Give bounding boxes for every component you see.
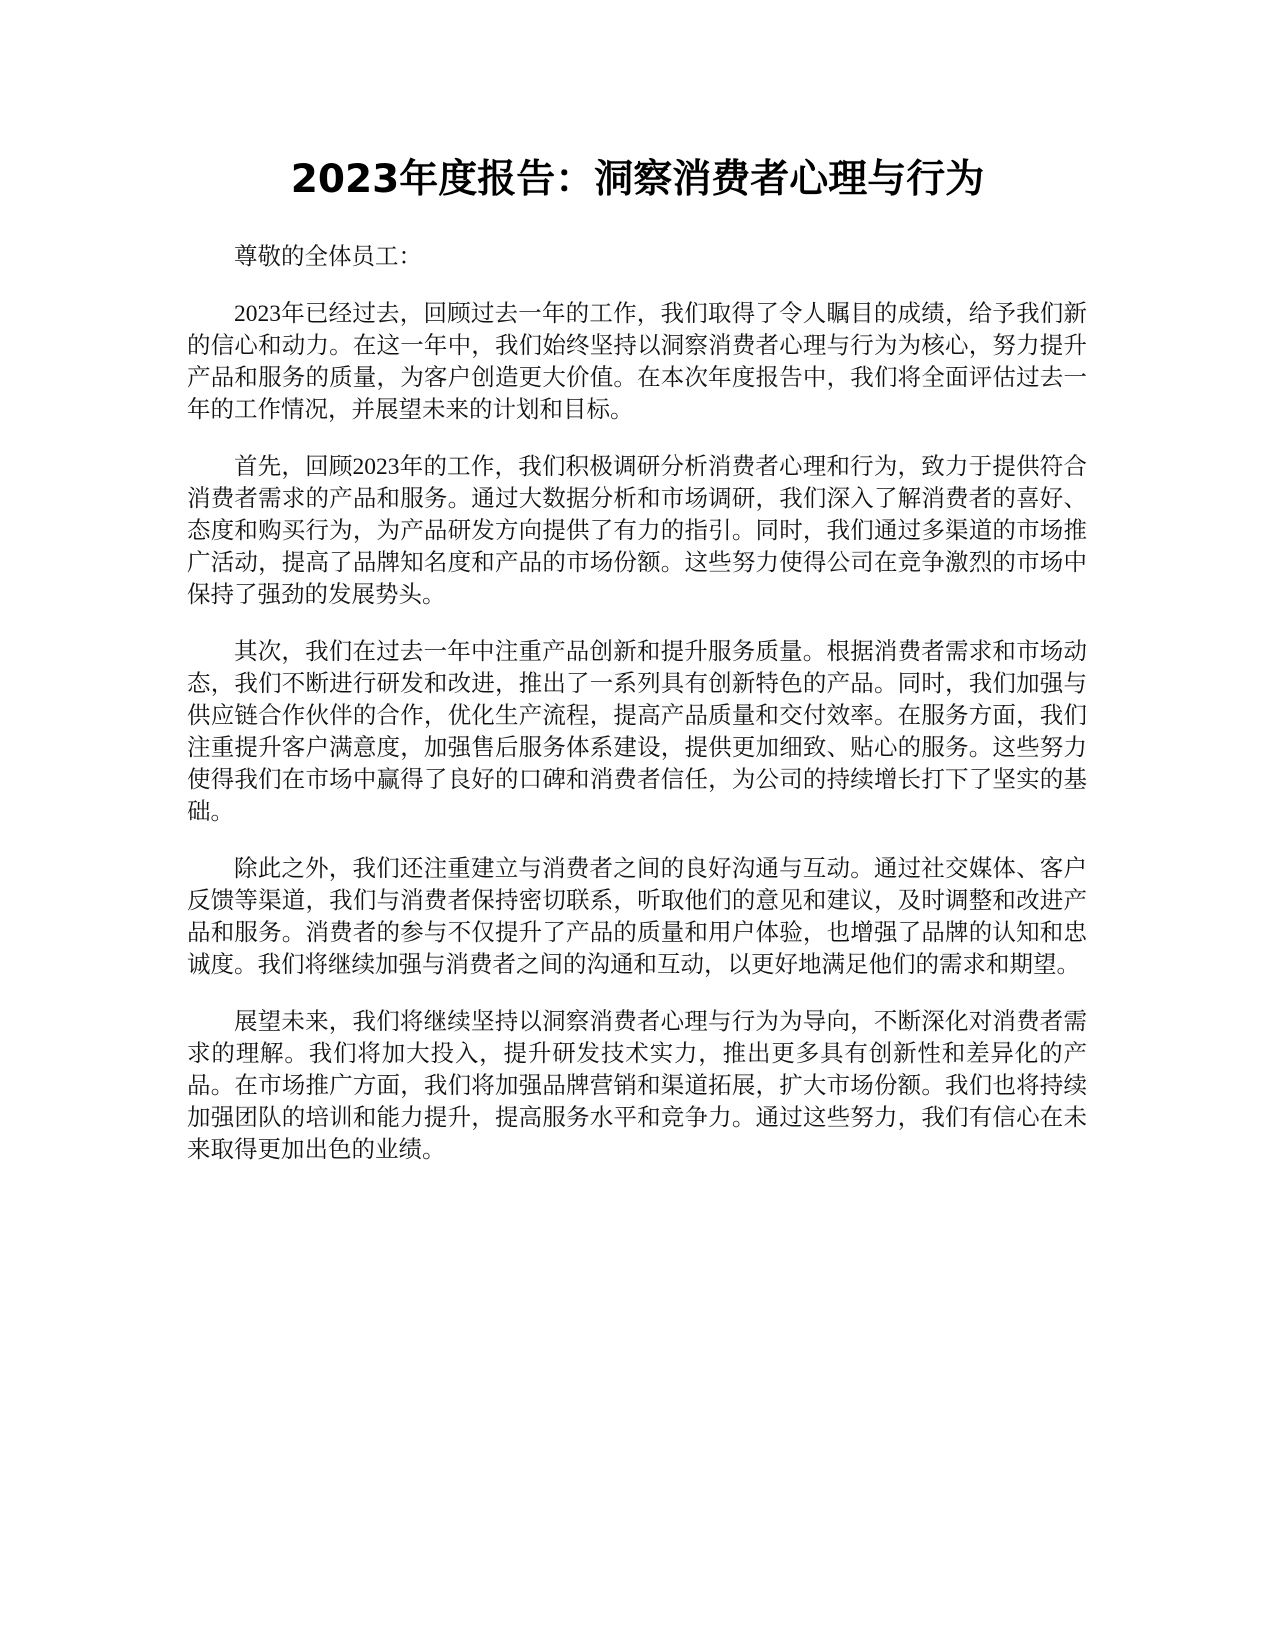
paragraph-4: 除此之外，我们还注重建立与消费者之间的良好沟通与互动。通过社交媒体、客户反馈等渠道，我们与消费者保持密切联系，听取他们的意见和建议，及时调整和改进产品和服务。消费者的参与不仅提升了产品的质量和用户体验，也增强了品牌的认知和忠诚度。我们将继续加强与消费者之间的沟通和互动，以更好地满足他们的需求和期望。 [187,856,1087,978]
paragraph-1: 2023年已经过去，回顾过去一年的工作，我们取得了令人瞩目的成绩，给予我们新的信心和动力。在这一年中，我们始终坚持以洞察消费者心理与行为为核心，努力提升产品和服务的质量，为客户创造更大价值。在本次年度报告中，我们将全面评估过去一年的工作情况，并展望未来的计划和目标。 [187,301,1087,423]
paragraph-5: 展望未来，我们将继续坚持以洞察消费者心理与行为为导向，不断深化对消费者需求的理解。我们将加大投入，提升研发技术实力，推出更多具有创新性和差异化的产品。在市场推广方面，我们将加强品牌营销和渠道拓展，扩大市场份额。我们也将持续加强团队的培训和能力提升，提高服务水平和竞争力。通过这些努力，我们有信心在未来取得更加出色的业绩。 [187,1009,1087,1163]
paragraph-2: 首先，回顾2023年的工作，我们积极调研分析消费者心理和行为，致力于提供符合消费者需求的产品和服务。通过大数据分析和市场调研，我们深入了解消费者的喜好、态度和购买行为，为产品研发方向提供了有力的指引。同时，我们通过多渠道的市场推广活动，提高了品牌知名度和产品的市场份额。这些努力使得公司在竞争激烈的市场中保持了强劲的发展势头。 [187,454,1087,608]
document-body [187,241,1087,1191]
document-title: 2023年度报告：洞察消费者心理与行为 [290,157,985,202]
paragraph-3: 其次，我们在过去一年中注重产品创新和提升服务质量。根据消费者需求和市场动态，我们不断进行研发和改进，推出了一系列具有创新特色的产品。同时，我们加强与供应链合作伙伴的合作，优化生产流程，提高产品质量和交付效率。在服务方面，我们注重提升客户满意度，加强售后服务体系建设，提供更加细致、贴心的服务。这些努力使得我们在市场中赢得了良好的口碑和消费者信任，为公司的持续增长打下了坚实的基础。 [187,639,1087,825]
salutation: 尊敬的全体员工： [234,244,422,270]
